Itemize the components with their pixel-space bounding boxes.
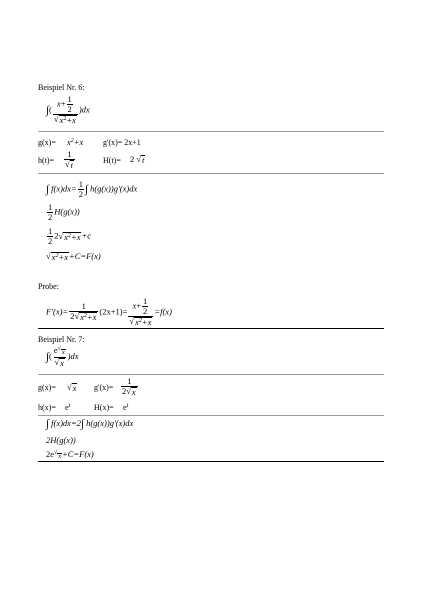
g-label: g(x)= [38,138,56,147]
ex7-line3-tail: +C=F(x) [62,449,94,459]
probe-mid: (2x+1)= [99,306,128,317]
line4-radrest: +x [58,252,68,262]
line2-frac-den: 2 [48,211,53,222]
H-label: H(t)= [103,156,121,165]
line1-frac-den: 2 [78,188,83,199]
line3-exp: 2 [67,232,71,239]
ex7-line1-right: h(g(x))g'(x)dx [86,418,134,428]
h-radicand: t [70,159,74,170]
ex7-gp-label: g'(x)= [94,383,114,392]
ex7-g-label: g(x)= [38,383,56,392]
ex6-line-2 [46,203,80,222]
divider [38,131,384,132]
H-value: 2 √ t [130,154,145,165]
ex6-line-3: $\frac{1}{2}$ 2 √ $x^2+x$ +c [48,226,91,246]
example-6-title: Beispiel Nr. 6: [38,83,85,92]
ex7-gp-coef: 2 [122,385,127,396]
probe-f2-den-radrest: +x [141,317,152,328]
example-7-title: Beispiel Nr. 7: [38,335,85,344]
probe-f2-frac-den: 2 [143,305,148,316]
h-value: 1 √ t [65,149,74,170]
probe-f1-radrest: +x [86,311,97,322]
ex7-line1-left: f(x)dx=2 [51,418,81,428]
ex7-g-value: √ x [67,382,77,393]
H-coef: 2 [130,154,135,164]
ex7-H-value [123,403,128,412]
probe-rhs: =f(x) [154,306,172,317]
line4-tail: +C=F(x) [68,251,101,261]
num-frac-denominator: 2 [67,103,72,114]
ex7-gp-value: 1 2 √ x [122,376,136,397]
h-label: h(t)= [38,156,55,165]
num-x: x [56,98,61,109]
line3-frac-den: 2 [48,235,53,246]
ex7-H-label: H(x)= [94,403,114,412]
ex7-h-label: h(x)= [38,403,56,412]
ex7-den-radicand: x [60,357,64,368]
line3-tail: +c [81,230,91,241]
ex7-h-value [65,403,70,412]
probe-f2-frac-num: 1 [143,296,148,306]
paren-open: ( [49,104,52,115]
line3-radrest: +x [70,231,81,242]
section-divider [38,328,384,329]
probe-equation: F'(x)= 1 2 √ $x^2+x$ (2x+1)= x+ $\frac{1}{2}$ √ $x^2+x$ =f(x) [46,296,172,328]
ex7-line-1: ∫ f(x)dx=2∫ h(g(x))g'(x)dx [46,418,134,430]
g-exponent: 2 [70,138,74,144]
line4-exp: 2 [55,253,59,259]
ex7-h-e: e [65,402,69,412]
H-radicand: t [142,155,145,165]
probe-f2-plus: + [136,300,142,311]
g-rest: +x [73,137,84,147]
line1-left: f(x)dx= [51,183,77,194]
divider [38,374,384,375]
example-6-integral [46,95,90,126]
divider [38,173,384,174]
ex7-H-e: e [123,402,127,412]
section-divider [38,461,384,462]
num-frac-numerator: 1 [67,94,72,104]
line1-frac-num: 1 [78,179,83,189]
probe-f2-den-x: x [135,317,139,328]
divider [38,415,384,416]
line2-frac-num: 1 [48,202,53,212]
ex7-num-exp-radicand: x [61,350,65,356]
h-numerator: 1 [67,149,72,159]
ex7-H-exp: t [126,403,129,409]
den-plus-x: +x [66,115,76,126]
probe-f2-x: x [132,300,137,311]
probe-f1-coef: 2 [70,310,75,321]
ex7-gp-num: 1 [127,376,132,386]
probe-f1-x: x [80,311,84,322]
example-7-integral: ∫( e $^{√ x}$ √ x )dx [46,345,79,368]
integral-close: )dx [78,104,90,115]
probe-title: Probe: [38,282,59,291]
ex6-line-1: ∫ f(x)dx= $\frac{1}{2}$ ∫ h(g(x))g'(x)dx [46,179,138,199]
integrand-fraction [53,95,78,126]
ex7-paren-open: ( [49,350,52,361]
line4-x: x [51,252,56,262]
line2-expr: H(g(x)) [54,206,80,217]
ex7-line-3: 2e $^{√ x}$ +C=F(x) [46,449,94,460]
den-exponent: 2 [63,116,67,123]
ex7-integral-close: )dx [67,350,79,361]
den-x: x [59,115,64,126]
line3-coef: 2 [54,230,59,241]
probe-f1-exp: 2 [83,312,87,319]
probe-f2-den-exp: 2 [138,318,142,325]
ex7-gp-radicand: x [131,386,136,397]
g-value [67,138,83,147]
ex7-line3-exp-radicand: x [58,454,61,460]
sqrt-expression: √ $x^2+x$ [53,114,76,126]
probe-lhs: F'(x)= [46,306,69,317]
line3-x: x [64,231,68,242]
ex7-num-e: e [53,345,58,355]
ex7-line-2: 2H(g(x)) [46,435,76,445]
g-x: x [67,137,71,147]
num-plus: + [60,98,66,109]
g-prime: g'(x)= 2x+1 [103,138,141,147]
line1-right: h(g(x))g'(x)dx [90,183,138,194]
ex7-g-radicand: x [72,383,77,393]
line3-frac-num: 1 [48,226,53,236]
probe-f1-num: 1 [81,301,86,312]
ex7-h-exp: t [68,403,71,409]
integral-sign: ∫ [46,104,50,117]
ex7-line3-coef: 2e [46,449,55,459]
ex6-line-4: √ $x^2+x$ +C=F(x) [46,251,101,262]
